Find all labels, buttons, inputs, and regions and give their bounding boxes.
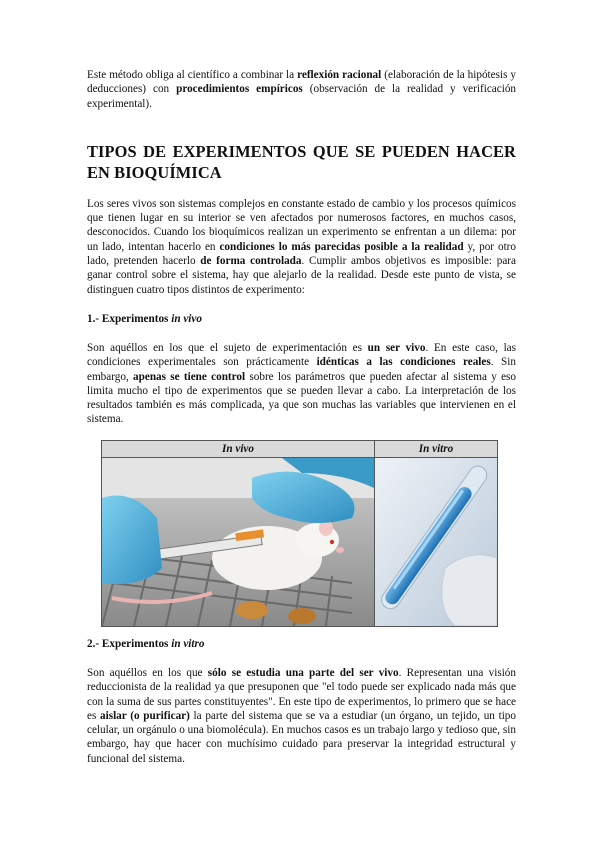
figure-header-in-vivo: In vivo	[102, 441, 375, 457]
intro-paragraph: Este método obliga al científico a combinar la reflexión racional (elaboración de la hipótesis y deducciones) con procedimientos empíricos (observación de la realidad y verificación experimental).	[87, 69, 517, 110]
subheading-in-vitro: 2.- Experimentos in vitro	[87, 638, 205, 650]
figure-header	[102, 441, 497, 458]
test-tube-image	[375, 458, 497, 626]
section-in-vitro	[87, 638, 516, 766]
section-heading: TIPOS DE EXPERIMENTOS QUE SE PUEDEN HACER EN BIOQUÍMICA	[87, 141, 516, 182]
mouse-photo	[102, 458, 374, 626]
figure-table	[101, 440, 498, 627]
page-body	[87, 68, 516, 427]
mouse-experiment-image	[102, 458, 375, 626]
test-tube-photo	[375, 458, 497, 626]
figure-header-in-vitro: In vitro	[418, 443, 454, 455]
para-intro-experiments: Los seres vivos son sistemas complejos en constante estado de cambio y los procesos químicos que tienen lugar en su interior se ven afectados por numerosos factores, en muchos casos, desconocidos. Cuando los bioquímicos realizan un experimento se enfrentan a un dilema: por un lado, intentan hacerlo en condiciones lo más parecidas posible a la realidad y, por otro lado, pretenden hacerlo de forma controlada. Cumplir ambos objetivos es imposible: para ganar control sobre el sistema, hay que alejarlo de la realidad. Desde este punto de vista, se distinguen cuatro tipos distintos de experimento:	[87, 197, 516, 296]
subheading-in-vivo: 1.- Experimentos in vivo	[87, 312, 202, 325]
para-in-vivo: Son aquéllos en los que el sujeto de experimentación es un ser vivo. En este caso, las condiciones experimentales son prácticamente idénticas a las condiciones reales. Sin embargo, apenas se tiene control sobre los parámetros que pueden afectar al sistema y eso limita mucho el tipo de experimentos que se pueden llevar a cabo. La interpretación de los resultados también es más complicada, ya que son muchas las variables que intervienen en el sistema.	[87, 341, 516, 426]
para-in-vitro: Son aquéllos en los que sólo se estudia una parte del ser vivo. Representan una visión reduccionista de la realidad ya que presuponen que "el todo puede ser explicado nada más que con la suma de sus partes constituyentes". En este tipo de experimentos, lo primero que se hace es aislar (o purificar) la parte del sistema que se va a estudiar (un órgano, un tejido, un tipo celular, un orgánulo o una biomolécula). En muchos casos es un trabajo largo y tedioso que, sin embargo, hay que hacer con muchísimo cuidado para preservar la integridad estructural y funcional del sistema.	[87, 667, 516, 765]
